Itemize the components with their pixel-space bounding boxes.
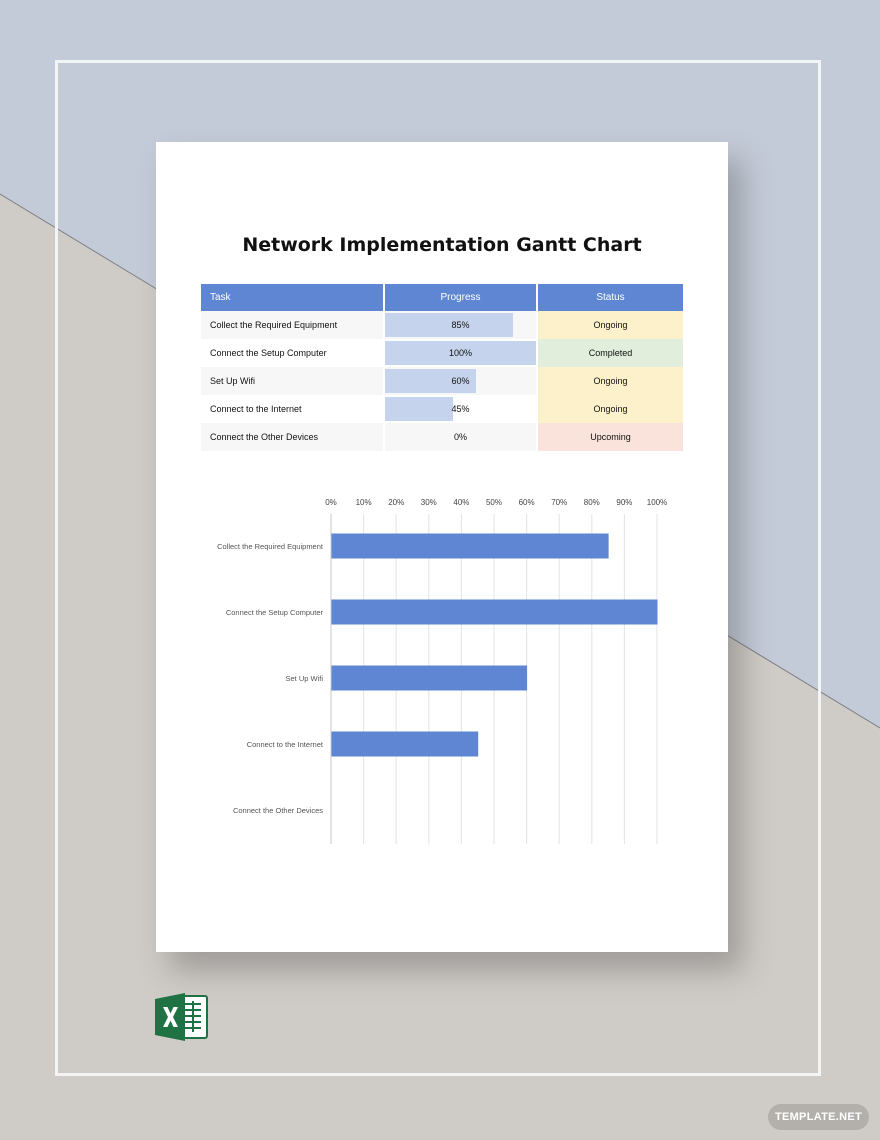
- bar: [332, 534, 609, 559]
- page-title: Network Implementation Gantt Chart: [242, 234, 642, 256]
- progress-label: 100%: [448, 348, 473, 358]
- y-category-label: Collect the Required Equipment: [217, 542, 323, 551]
- x-tick-label: 0%: [325, 498, 337, 507]
- column-header-status: Status: [537, 284, 683, 311]
- x-tick-label: 20%: [388, 498, 405, 507]
- progress-label: 60%: [451, 376, 470, 386]
- progress-label: 85%: [451, 320, 470, 330]
- y-category-label: Connect to the Internet: [246, 740, 323, 749]
- status-badge: Ongoing: [537, 395, 683, 423]
- bar: [332, 732, 479, 757]
- status-badge: Upcoming: [537, 423, 683, 451]
- progress-label: 0%: [453, 432, 467, 442]
- excel-icon: [155, 992, 209, 1042]
- x-tick-label: 70%: [551, 498, 568, 507]
- progress-label: 45%: [451, 404, 470, 414]
- y-category-label: Connect the Other Devices: [232, 806, 323, 815]
- x-tick-label: 80%: [583, 498, 600, 507]
- task-cell: Connect the Setup Computer: [201, 339, 384, 367]
- x-tick-label: 90%: [616, 498, 633, 507]
- x-tick-label: 100%: [646, 498, 668, 507]
- x-tick-label: 10%: [355, 498, 372, 507]
- task-cell: Connect to the Internet: [201, 395, 384, 423]
- bar: [332, 666, 528, 691]
- column-header-progress: Progress: [384, 284, 537, 311]
- y-category-label: Connect the Setup Computer: [225, 608, 323, 617]
- task-cell: Collect the Required Equipment: [201, 311, 384, 339]
- x-tick-label: 40%: [453, 498, 470, 507]
- status-badge: Ongoing: [537, 311, 683, 339]
- status-badge: Completed: [537, 339, 683, 367]
- y-category-label: Set Up Wifi: [285, 674, 323, 683]
- x-tick-label: 50%: [485, 498, 503, 507]
- x-tick-label: 60%: [518, 498, 535, 507]
- bar: [332, 600, 658, 625]
- status-badge: Ongoing: [537, 367, 683, 395]
- column-header-task: Task: [201, 284, 384, 311]
- x-tick-label: 30%: [420, 498, 437, 507]
- task-cell: Connect the Other Devices: [201, 423, 384, 451]
- template-net-badge[interactable]: TEMPLATE.NET: [768, 1104, 869, 1130]
- task-cell: Set Up Wifi: [201, 367, 384, 395]
